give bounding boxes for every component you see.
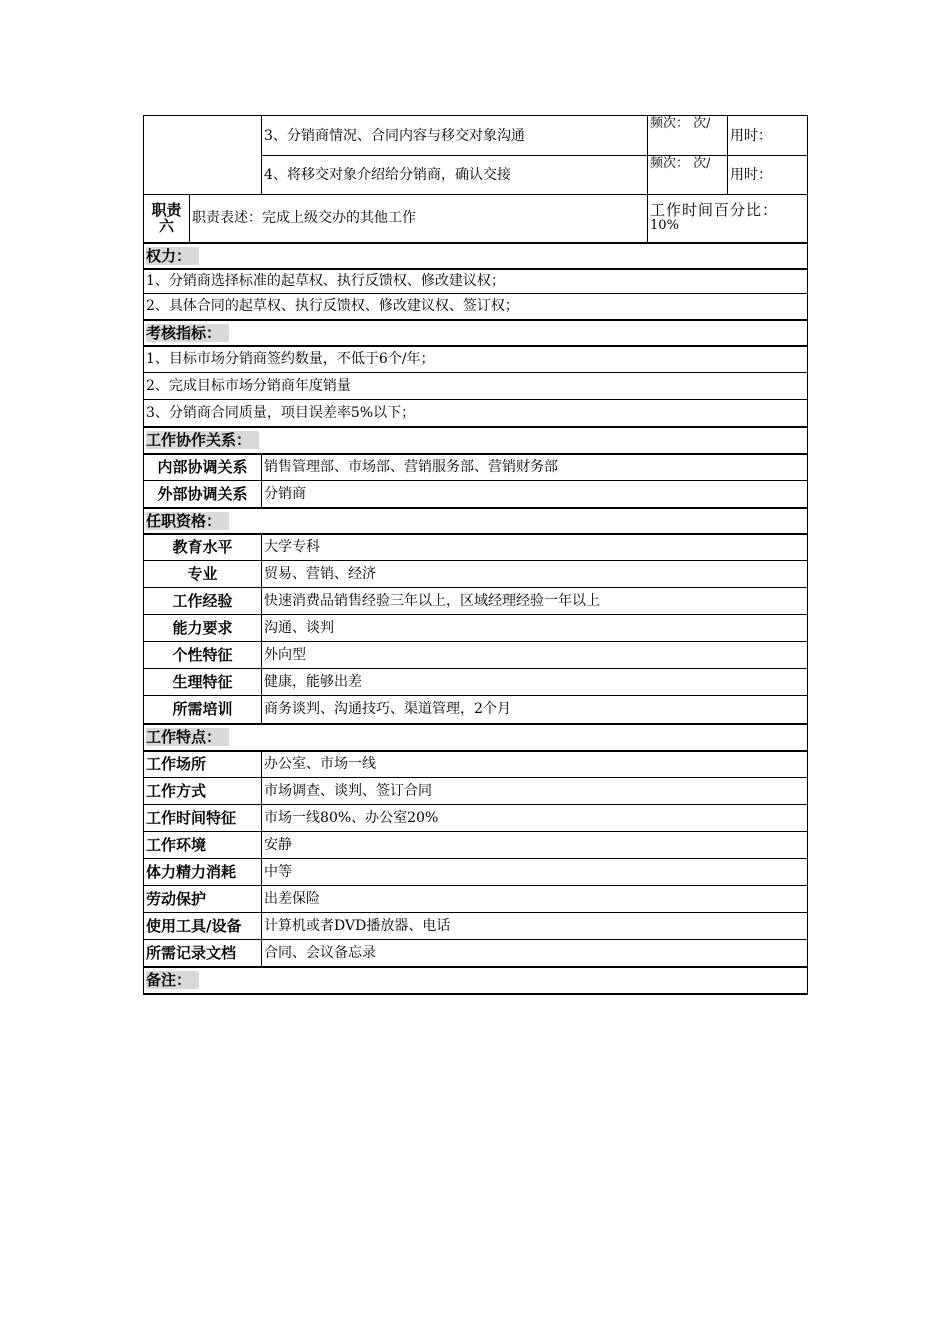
duty-six-label: 职责六 [144, 195, 190, 243]
kpi-header-row [144, 320, 808, 346]
remarks-row [144, 967, 808, 994]
time-cell: 用时： [728, 116, 808, 156]
feature-row [144, 913, 808, 940]
qualification-label: 工作经验 [144, 588, 262, 615]
qualification-label: 所需培训 [144, 696, 262, 724]
qualification-value: 商务谈判、沟通技巧、渠道管理，2个月 [262, 696, 808, 724]
duty-step-text: 3、分销商情况、合同内容与移交对象沟通 [262, 116, 648, 156]
kpi-item: 2、完成目标市场分销商年度销量 [144, 373, 808, 400]
duty-six-description: 职责表述：完成上级交办的其他工作 [190, 195, 648, 243]
kpi-item-row [144, 400, 808, 427]
kpi-item: 3、分销商合同质量，项目误差率5%以下； [144, 400, 808, 427]
feature-label: 所需记录文档 [144, 940, 262, 967]
qualification-row [144, 588, 808, 615]
time-percentage-cell [648, 195, 808, 243]
qualification-value: 健康，能够出差 [262, 669, 808, 696]
power-item: 2、具体合同的起草权、执行反馈权、修改建议权、签订权； [144, 294, 808, 320]
feature-label: 工作方式 [144, 778, 262, 805]
kpi-item: 1、目标市场分销商签约数量，不低于6个/年； [144, 346, 808, 373]
feature-row [144, 778, 808, 805]
kpi-item-row [144, 346, 808, 373]
duty-step-text: 4、将移交对象介绍给分销商，确认交接 [262, 156, 648, 195]
duty-step-row [144, 116, 808, 156]
feature-value: 安静 [262, 832, 808, 859]
cooperation-value: 销售管理部、市场部、营销服务部、营销财务部 [262, 454, 808, 481]
qualification-title: 任职资格： [146, 512, 229, 530]
kpi-item-row [144, 373, 808, 400]
feature-value: 市场一线80%、办公室20% [262, 805, 808, 832]
cooperation-row [144, 454, 808, 481]
qualification-row [144, 642, 808, 669]
feature-row [144, 751, 808, 778]
cooperation-label: 外部协调关系 [144, 481, 262, 508]
cooperation-label: 内部协调关系 [144, 454, 262, 481]
qualification-value: 外向型 [262, 642, 808, 669]
feature-label: 体力精力消耗 [144, 859, 262, 886]
feature-label: 工作环境 [144, 832, 262, 859]
qualification-value: 贸易、营销、经济 [262, 561, 808, 588]
feature-label: 工作场所 [144, 751, 262, 778]
feature-value: 出差保险 [262, 886, 808, 913]
qualification-value: 快速消费品销售经验三年以上，区域经理经验一年以上 [262, 588, 808, 615]
features-title: 工作特点： [146, 728, 229, 746]
feature-row [144, 859, 808, 886]
power-header-row [144, 243, 808, 269]
qualification-row [144, 534, 808, 561]
feature-row [144, 886, 808, 913]
feature-value: 中等 [262, 859, 808, 886]
qualification-row [144, 696, 808, 724]
cooperation-title: 工作协作关系： [146, 431, 259, 449]
feature-value: 计算机或者DVD播放器、电话 [262, 913, 808, 940]
power-item-row [144, 269, 808, 294]
features-header-row [144, 724, 808, 751]
qualification-label: 专业 [144, 561, 262, 588]
feature-value: 市场调查、谈判、签订合同 [262, 778, 808, 805]
time-percentage-label: 工作时间百分比： [650, 201, 779, 220]
time-cell: 用时： [728, 156, 808, 195]
qualification-header-row [144, 508, 808, 534]
cooperation-header-row [144, 427, 808, 454]
feature-row [144, 832, 808, 859]
qualification-label: 教育水平 [144, 534, 262, 561]
kpi-title: 考核指标： [146, 324, 229, 342]
power-item: 1、分销商选择标准的起草权、执行反馈权、修改建议权； [144, 269, 808, 294]
blank-cell [144, 116, 262, 195]
feature-value: 合同、会议备忘录 [262, 940, 808, 967]
remarks-title: 备注： [146, 971, 199, 989]
job-description-table [143, 115, 808, 995]
power-title: 权力： [146, 247, 199, 265]
feature-row [144, 805, 808, 832]
qualification-value: 大学专科 [262, 534, 808, 561]
feature-row [144, 940, 808, 967]
frequency-cell: 频次： 次/ [648, 116, 728, 156]
feature-label: 工作时间特征 [144, 805, 262, 832]
qualification-value: 沟通、谈判 [262, 615, 808, 642]
qualification-label: 个性特征 [144, 642, 262, 669]
feature-label: 劳动保护 [144, 886, 262, 913]
power-item-row [144, 294, 808, 320]
qualification-row [144, 615, 808, 642]
qualification-row [144, 669, 808, 696]
qualification-label: 生理特征 [144, 669, 262, 696]
job-description-table-wrapper [143, 115, 807, 995]
feature-label: 使用工具/设备 [144, 913, 262, 940]
cooperation-row [144, 481, 808, 508]
feature-value: 办公室、市场一线 [262, 751, 808, 778]
qualification-label: 能力要求 [144, 615, 262, 642]
duty-six-row [144, 195, 808, 243]
cooperation-value: 分销商 [262, 481, 808, 508]
frequency-cell: 频次： 次/ [648, 156, 728, 195]
time-percentage-value: 10% [650, 218, 679, 234]
qualification-row [144, 561, 808, 588]
